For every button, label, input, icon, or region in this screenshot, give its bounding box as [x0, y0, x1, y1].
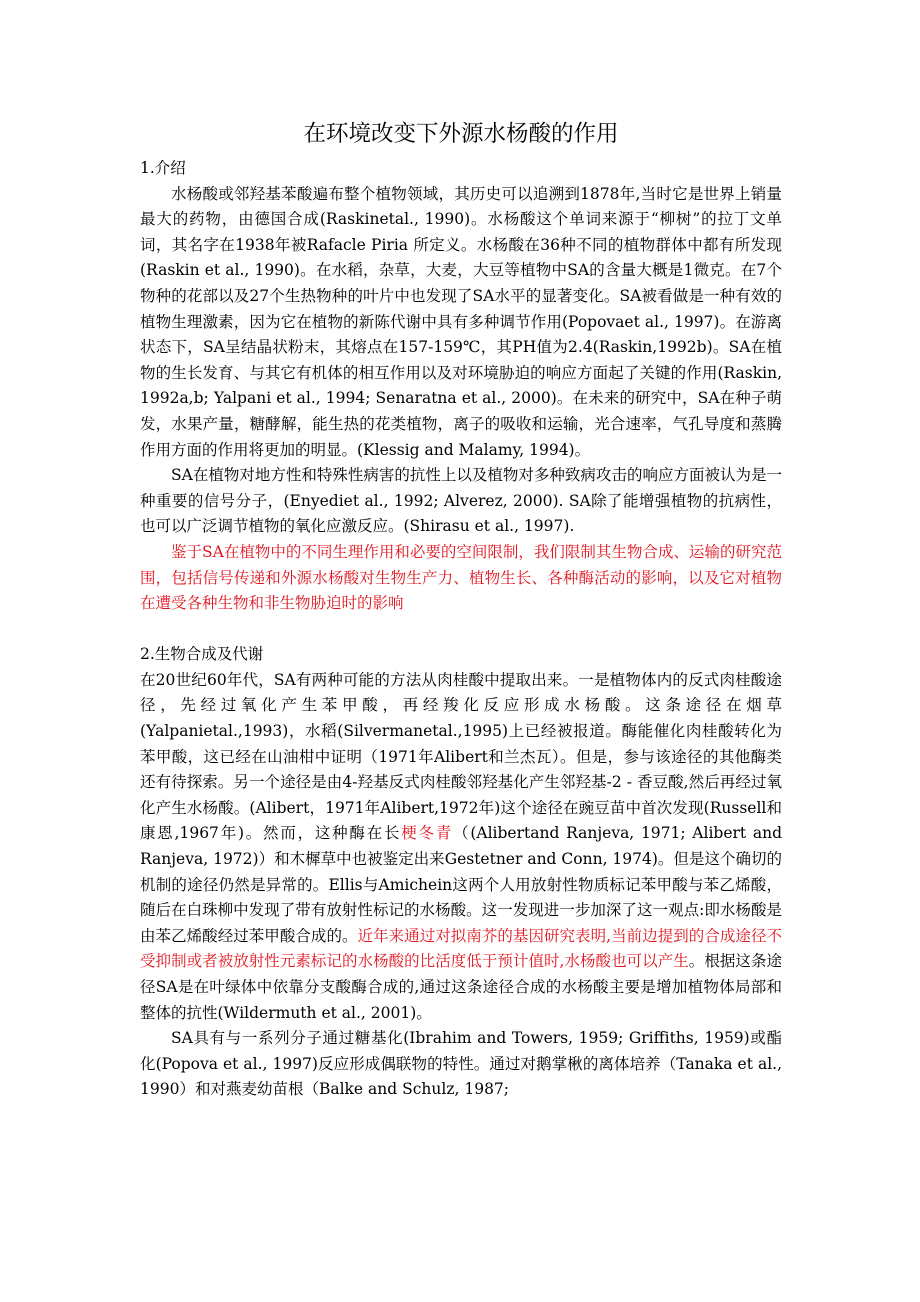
paragraph-1: 水杨酸或邻羟基苯酸遍布整个植物领域，其历史可以追溯到1878年,当时它是世界上销量最大的药物，由德国合成(Raskinetal., 1990)。水杨酸这个单词来源于“柳树”的拉丁文单词，其名字在1938年被Rafacle Piria 所定义。水杨酸在36种不同的植物群体中都有所发现(Raskin et al., 1990)。在水稻，杂草，大麦，大豆等植物中SA的含量大概是1微克。在7个物种的花部以及27个生热物种的叶片中也发现了SA水平的显著变化。SA被看做是一种有效的植物生理激素，因为它在植物的新陈代谢中具有多种调节作用(Popovaet al., 1997)。在游离状态下，SA呈结晶状粉末，其熔点在157-159℃，其PH值为2.4(Raskin,1992b)。SA在植物的生长发育、与其它有机体的相互作用以及对环境胁迫的响应方面起了关键的作用(Raskin, 1992a,b; Yalpani et al., 1994; Senaratna et al., 2000)。在未来的研究中，SA在种子萌发，水果产量，糖酵解，能生热的花类植物，离子的吸收和运输，光合速率，气孔导度和蒸腾作用方面的作用将更加的明显。(Klessig and Malamy, 1994)。	[140, 184, 782, 459]
paragraph-4-part-a: 在20世纪60年代，SA有两种可能的方法从肉桂酸中提取出来。一是植物体内的反式肉桂酸途径，先经过氧化产生苯甲酸，再经羧化反应形成水杨酸。这条途径在烟草(Yalpanietal.,1993)，水稻(Silvermanetal.,1995)上已经被报道。酶能催化肉桂酸转化为苯甲酸，这已经在山油柑中证明（1971年Alibert和兰杰瓦）。但是，参与该途径的其他酶类还有待探索。另一个途径是由4-羟基反式肉桂酸邻羟基化产生邻羟基-2 - 香豆酸,然后再经过氧化产生水杨酸。(Alibert，1971年Alibert,1972年)这个途径在豌豆苗中首次发现(Russell和康恩,1967年)。然而，这种酶在长	[140, 670, 782, 843]
paragraph-5: SA具有与一系列分子通过糖基化(Ibrahim and Towers, 1959; Griffiths, 1959)或酯化(Popova et al., 1997)反应形成偶联物的特性。通过对鹅掌楸的离体培养（Tanaka et al., 1990）和对燕麦幼苗根（Balke and Schulz, 1987;	[140, 1029, 782, 1099]
section-spacer	[140, 617, 782, 643]
paragraph-4-highlight-1: 梗冬青	[401, 824, 454, 843]
paragraph-4-part-b: （(Alibertand Ranjeva, 1971; Alibert and Ranjeva, 1972)）和木樨草中也被鉴定出来Gestetner and Conn, 1974)。但是这个确切的机制的途径仍然是异常的。Ellis与Amichein这两个人用放射性物质标记苯甲酸与苯乙烯酸，随后在白珠柳中发现了带有放射性标记的水杨酸。这一发现进一步加深了这一观点:即水杨酸是由苯乙烯酸经过苯甲酸合成的。	[140, 824, 782, 945]
document-page	[140, 118, 782, 1103]
document-title: 在环境改变下外源水杨酸的作用	[303, 121, 619, 147]
paragraph-4-highlight-2: 近年来通过对拟南芥的基因研究表明,当前边提到的合成途径不受抑制或者被放射性元素标记的水杨酸的比活度低于预计值时,水杨酸也可以产生	[140, 926, 782, 971]
paragraph-4	[140, 668, 782, 1026]
paragraph-3-highlighted: 鉴于SA在植物中的不同生理作用和必要的空间限制，我们限制其生物合成、运输的研究范围，包括信号传递和外源水杨酸对生物生产力、植物生长、各种酶活动的影响，以及它对植物在遭受各种生物和非生物胁迫时的影响	[140, 542, 782, 613]
section-2-heading: 2.生物合成及代谢	[140, 645, 264, 664]
paragraph-4-part-c: 。根据这条途径SA是在叶绿体中依靠分支酸酶合成的,通过这条途径合成的水杨酸主要是增加植物体局部和整体的抗性(Wildermuth et al., 2001)。	[140, 952, 782, 1022]
section-1-heading: 1.介绍	[140, 159, 186, 177]
paragraph-2: SA在植物对地方性和特殊性病害的抗性上以及植物对多种致病攻击的响应方面被认为是一种重要的信号分子，(Enyediet al., 1992; Alverez, 2000). SA除了能增强植物的抗病性，也可以广泛调节植物的氧化应激反应。(Shirasu et al., 1997).	[140, 466, 782, 536]
